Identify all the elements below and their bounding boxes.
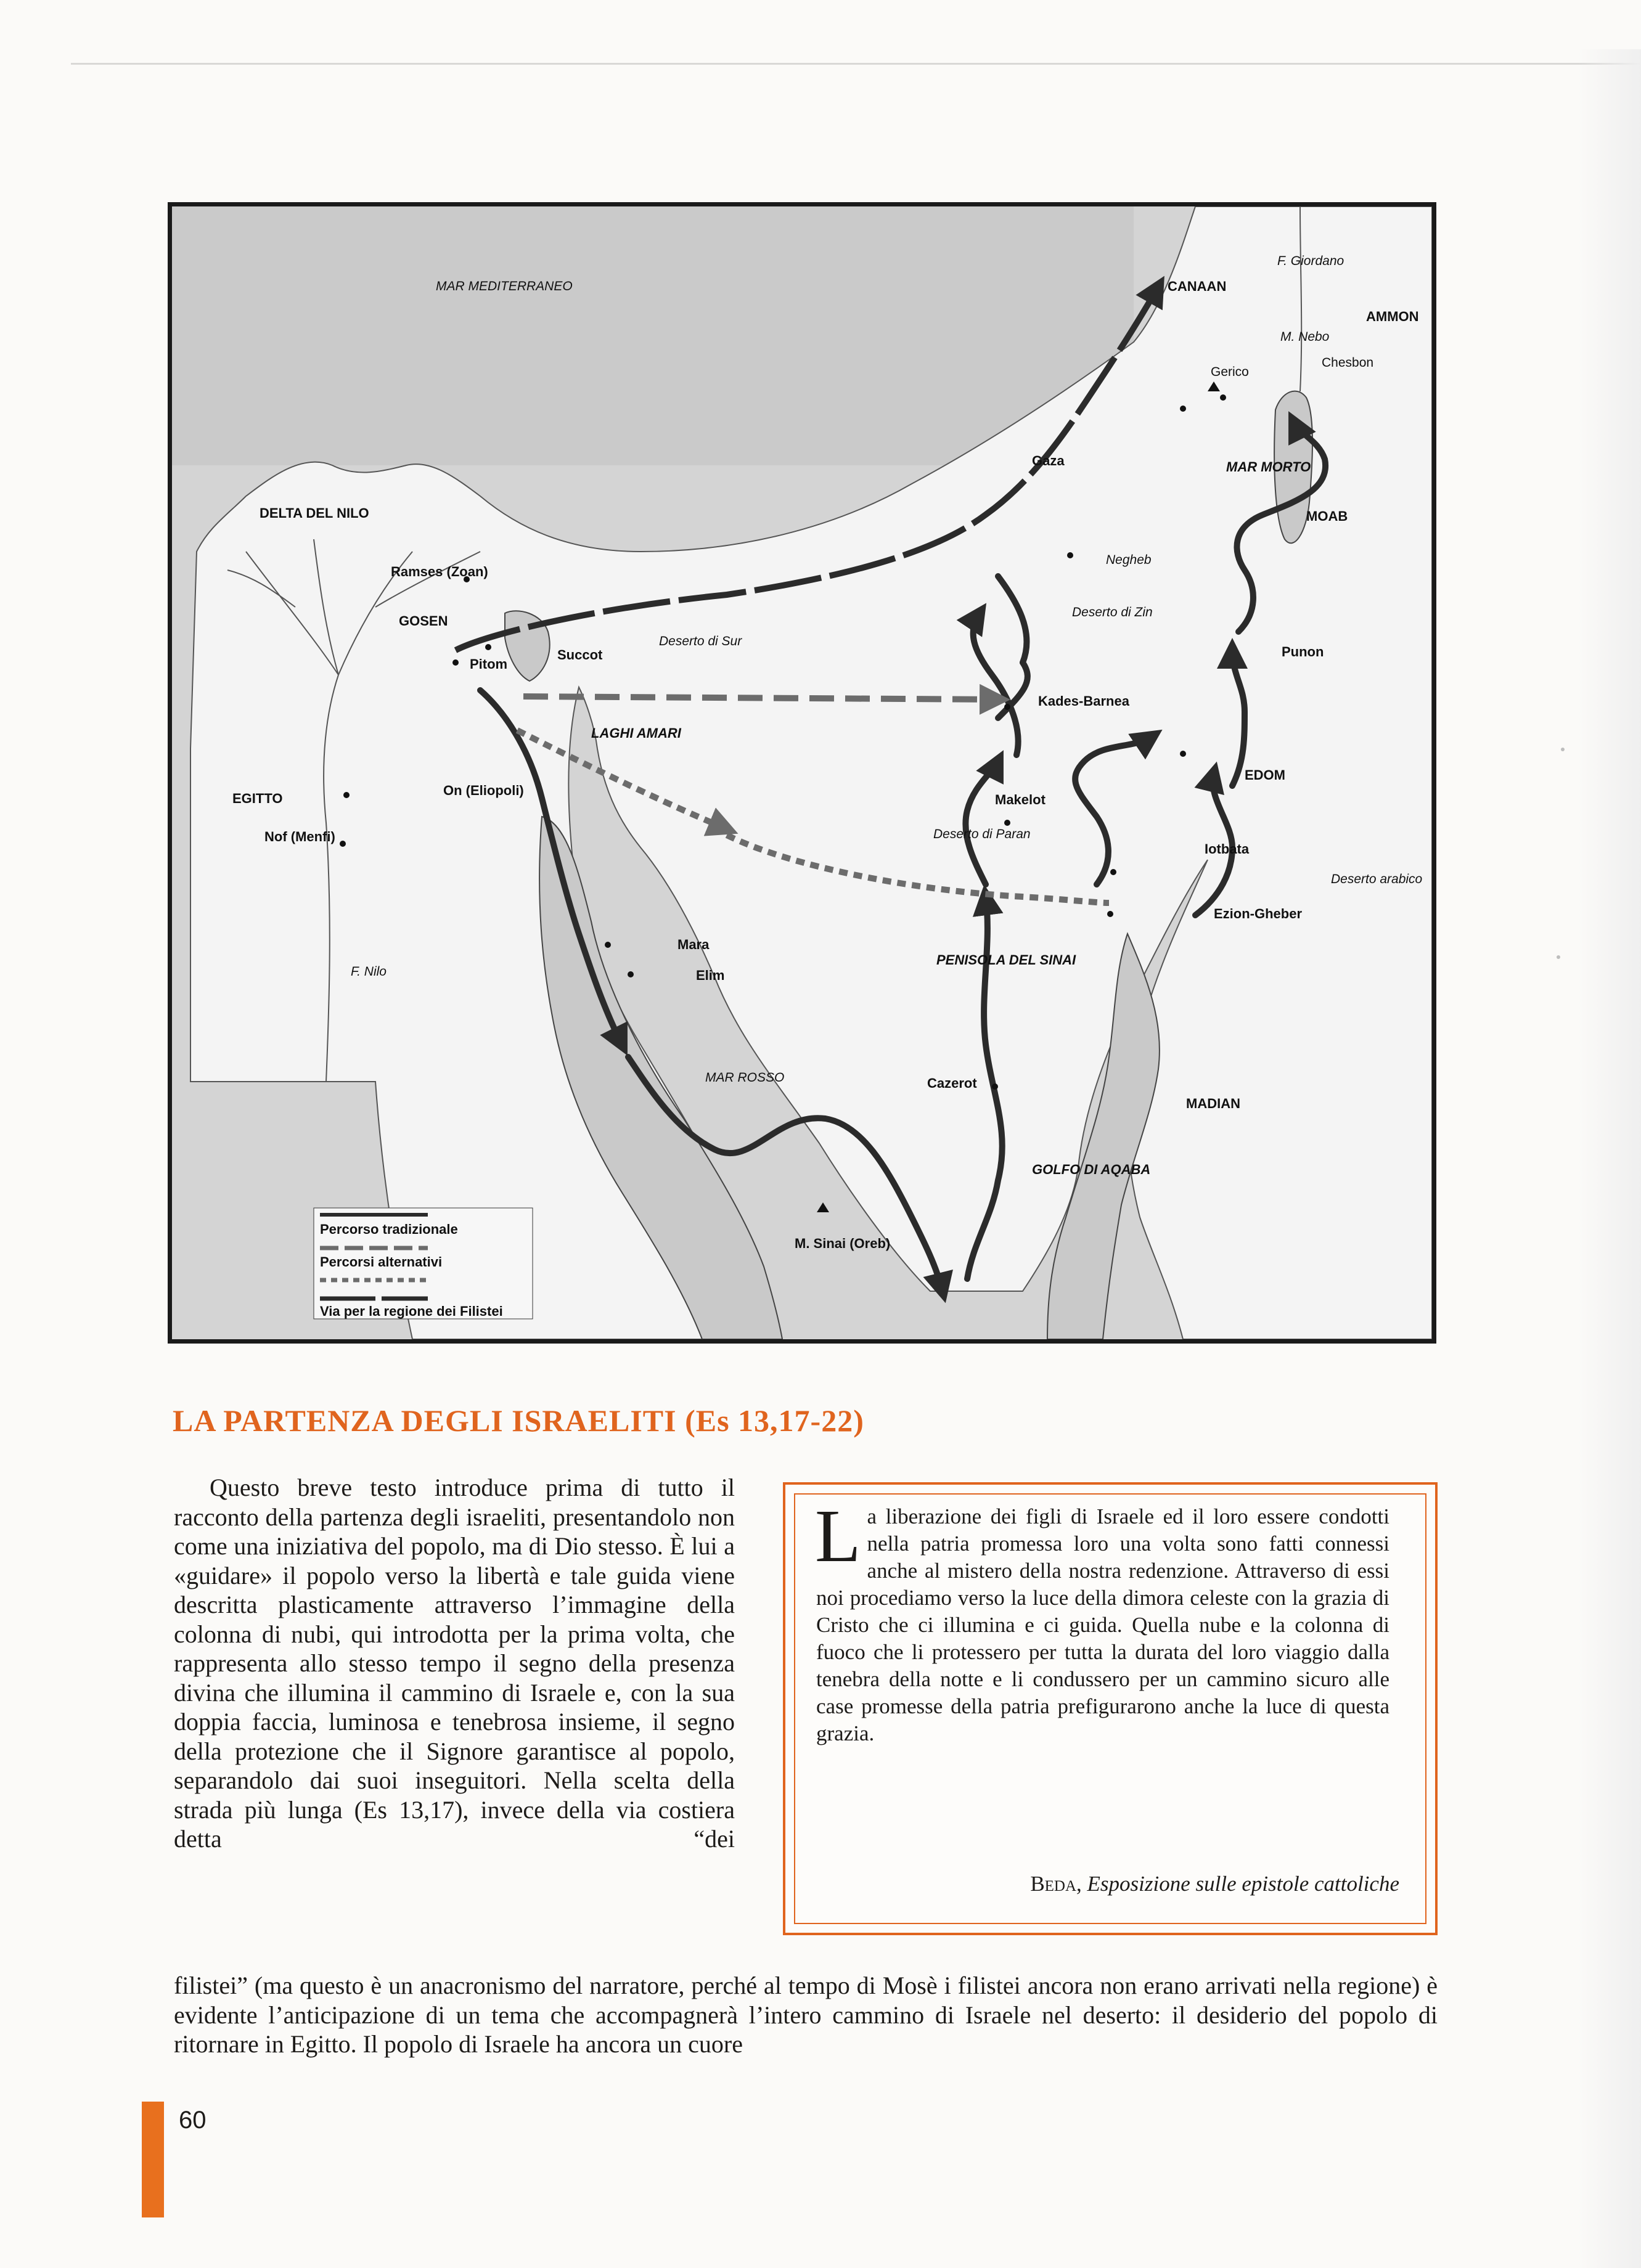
label-chesbon: Chesbon <box>1322 356 1374 370</box>
paper-speck <box>1557 955 1560 959</box>
label-deserto-di-zin: Deserto di Zin <box>1072 605 1153 619</box>
exodus-route-map <box>168 202 1436 1344</box>
legend-alternative: Percorsi alternativi <box>320 1254 443 1270</box>
page-marker-bar <box>142 2102 164 2217</box>
quote-attribution <box>1030 1872 1399 1896</box>
quote-work: Esposizione sulle epistole cattoliche <box>1087 1872 1399 1896</box>
legend-philistine: Via per la regione dei Filistei <box>320 1303 503 1319</box>
label-elim: Elim <box>696 968 725 983</box>
label-punon: Punon <box>1282 644 1324 659</box>
label-delta-del-nilo: DELTA DEL NILO <box>260 505 369 521</box>
label-nof-menfi: Nof (Menfi) <box>264 829 335 844</box>
label-m-nebo: M. Nebo <box>1280 330 1330 344</box>
label-gosen: GOSEN <box>399 613 448 629</box>
label-makelot: Makelot <box>995 792 1046 807</box>
label-madian: MADIAN <box>1186 1096 1240 1111</box>
label-kades-barnea: Kades-Barnea <box>1038 693 1129 709</box>
label-cazerot: Cazerot <box>927 1075 977 1091</box>
label-pitom: Pitom <box>470 656 508 672</box>
label-edom: EDOM <box>1245 767 1285 783</box>
label-gerico: Gerico <box>1211 365 1249 379</box>
label-gaza: Gaza <box>1032 453 1065 468</box>
mediterranean-sea <box>172 206 1134 465</box>
map-svg <box>172 206 1432 1339</box>
section-heading: LA PARTENZA DEGLI ISRAELITI (Es 13,17-22) <box>173 1403 864 1438</box>
label-golfo-di-aqaba: GOLFO DI AQABA <box>1032 1162 1151 1177</box>
label-f-giordano: F. Giordano <box>1277 254 1344 268</box>
legend-traditional: Percorso tradizionale <box>320 1222 458 1237</box>
label-ramses: Ramses (Zoan) <box>391 564 488 579</box>
label-laghi-amari: LAGHI AMARI <box>591 725 681 741</box>
quote-box <box>783 1482 1438 1935</box>
label-deserto-di-paran: Deserto di Paran <box>933 827 1031 841</box>
label-mar-mediterraneo: MAR MEDITERRANEO <box>436 279 573 293</box>
paper-speck <box>1561 748 1565 751</box>
map-legend <box>314 1208 533 1319</box>
label-deserto-di-sur: Deserto di Sur <box>659 634 742 648</box>
label-f-nilo: F. Nilo <box>351 965 387 979</box>
label-m-sinai: M. Sinai (Oreb) <box>795 1236 891 1251</box>
main-text-full-width: filistei” (ma questo è un anacronismo del narratore, perché al tempo di Mosè i filistei ancora non erano arrivati nella regione) è evidente l’anticipazione di un tema che accompagnerà l’intero cammino di Israele nel deserto: il desiderio del popolo di ritornare in Egitto. Il popolo di Israele ha ancora un cuore <box>174 1972 1438 2058</box>
label-negheb: Negheb <box>1106 553 1152 567</box>
label-mar-morto: MAR MORTO <box>1226 459 1311 475</box>
label-on-eliopoli: On (Eliopoli) <box>443 783 524 798</box>
main-text-column: Questo breve testo introduce prima di tutto il racconto della partenza degli israeliti, presentandolo non come una iniziativa del popolo, ma di Dio stesso. È lui a «guidare» il popolo verso la libertà e tale guida viene descritta plasticamente attraverso l’immagine della colonna di nubi, qui introdotta per la prima volta, che rappresenta allo stesso tempo il segno della presenza divina che illumina il cammino di Israele e, con la sua doppia faccia, luminosa e tenebrosa insieme, il segno della protezione che il Signore garantisce al popolo, separandolo dai suoi inseguitori. Nella scelta della strada più lunga (Es 13,17), invece della via costiera detta “dei <box>174 1474 735 1853</box>
quote-body: a liberazione dei figli di Israele ed il loro essere condotti nella patria promessa loro una volta sono fatti connessi anche al mistero della nostra redenzione. Attraverso di essi noi procediamo verso la luce della dimora celeste con la grazia di Cristo che ci illumina e ci guida. Quella nube e la colonna di fuoco che li protessero per tutta la durata del loro viaggio dalla tenebra della notte e li condussero per un cammino sicuro alle case promesse della patria prefigurarono anche la luce di questa grazia. <box>816 1504 1389 1745</box>
label-mar-rosso: MAR ROSSO <box>705 1071 785 1085</box>
label-iotbata: Iotbata <box>1205 841 1250 857</box>
page-edge-shadow <box>1578 49 1641 2268</box>
quote-author: Beda, <box>1030 1872 1082 1896</box>
label-succot: Succot <box>557 647 603 663</box>
label-canaan: CANAAN <box>1168 279 1227 294</box>
label-deserto-arabico: Deserto arabico <box>1331 872 1423 886</box>
label-moab: MOAB <box>1306 508 1348 524</box>
label-egitto: EGITTO <box>232 791 283 806</box>
quote-dropcap: L <box>815 1495 861 1578</box>
label-penisola-del-sinai: PENISOLA DEL SINAI <box>936 952 1076 968</box>
label-ammon: AMMON <box>1366 309 1419 324</box>
quote-text <box>815 1495 1389 1747</box>
label-mara: Mara <box>677 937 710 952</box>
label-ezion-gheber: Ezion-Gheber <box>1214 906 1303 921</box>
page-number: 60 <box>179 2107 207 2134</box>
top-edge-line <box>71 63 1641 65</box>
